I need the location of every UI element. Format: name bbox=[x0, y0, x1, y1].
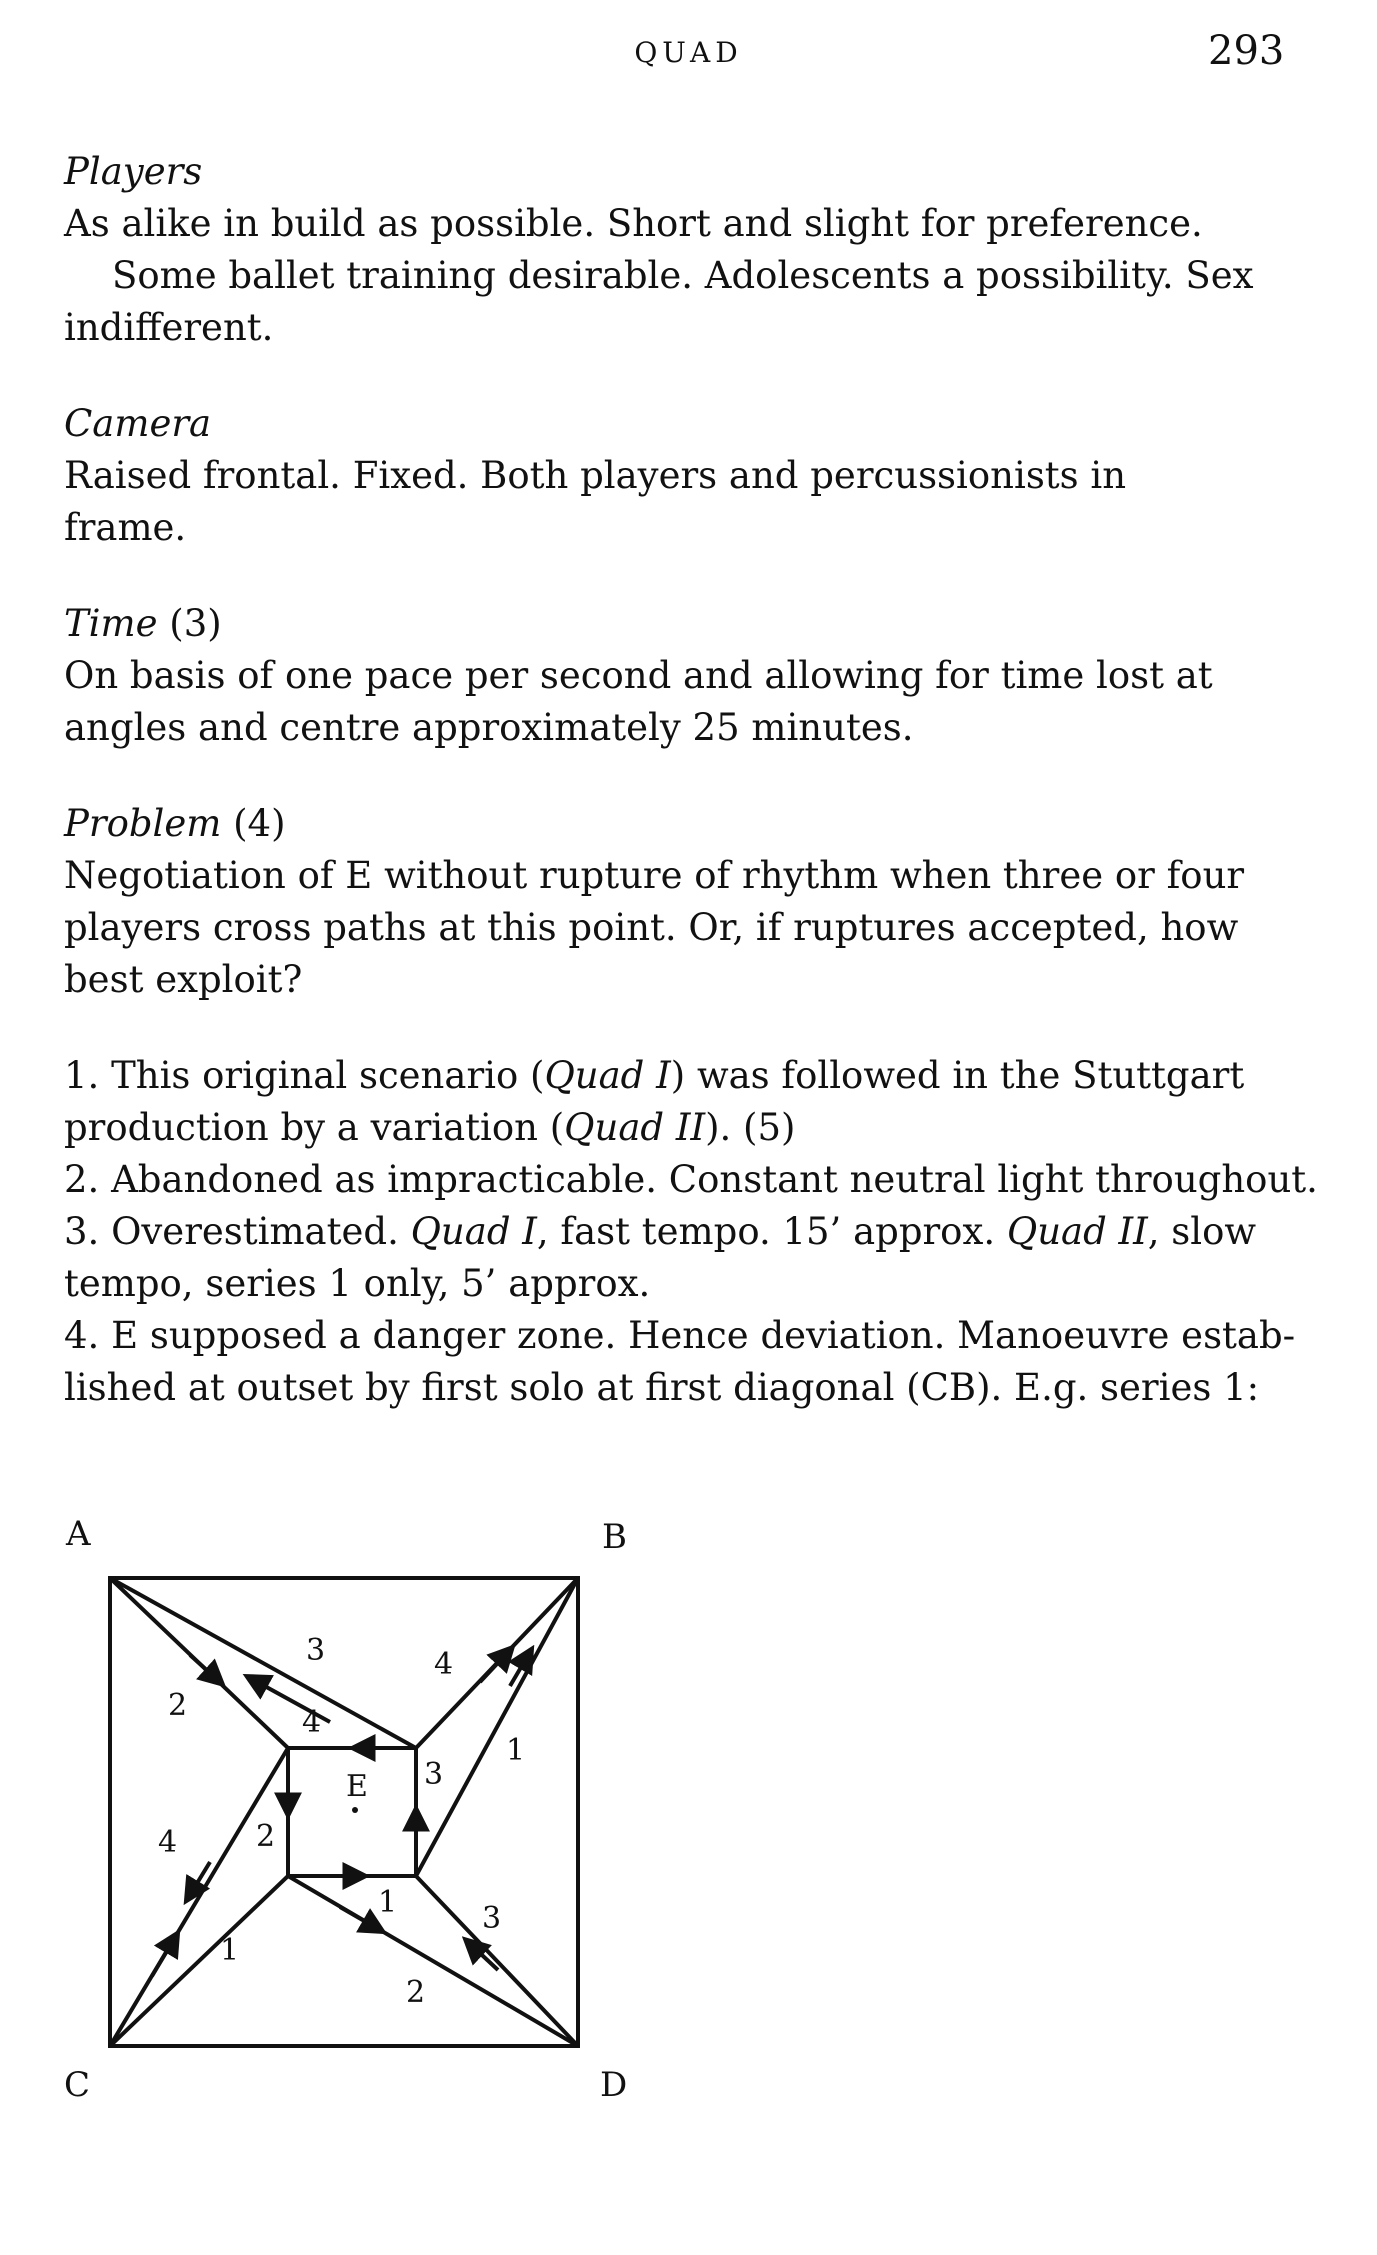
section-time bbox=[64, 598, 1334, 754]
inner-square bbox=[288, 1748, 416, 1876]
notes bbox=[64, 1050, 1334, 1414]
note-1-line-2 bbox=[64, 1102, 1334, 1154]
centre-label-e: E bbox=[346, 1769, 368, 1804]
time-line-1: On basis of one pace per second and allowing for time lost at bbox=[64, 654, 1213, 697]
heading-problem: Problem bbox=[64, 802, 222, 845]
diagonal-c-upper bbox=[110, 1748, 288, 2046]
arrow-d-in-icon bbox=[340, 1907, 380, 1930]
diagonal-d-upper bbox=[288, 1876, 578, 2046]
note-3-text-a: 3. Overestimated. bbox=[64, 1210, 411, 1253]
corner-label-b: B bbox=[602, 1517, 627, 1557]
players-line-1: As alike in build as possible. Short and slight for preference. bbox=[64, 202, 1203, 245]
note-1-text-c: production by a variation ( bbox=[64, 1106, 565, 1149]
note-3-line-1 bbox=[64, 1206, 1334, 1258]
arrow-b-in-icon bbox=[480, 1650, 510, 1682]
path-label-square-top: 4 bbox=[302, 1705, 322, 1740]
note-3-text-c: , slow bbox=[1147, 1210, 1257, 1253]
note-3-line-2: tempo, series 1 only, 5’ approx. bbox=[64, 1262, 651, 1305]
problem-line-3: best exploit? bbox=[64, 958, 303, 1001]
problem-note-ref: (4) bbox=[233, 802, 286, 845]
section-camera bbox=[64, 398, 1334, 554]
diagonal-b-lower bbox=[416, 1578, 578, 1876]
time-line-2: angles and centre approximately 25 minutes. bbox=[64, 706, 914, 749]
arrow-c-in-icon bbox=[152, 1936, 176, 1976]
diagram-lines bbox=[110, 1578, 578, 2046]
path-label-d-out: 3 bbox=[482, 1901, 502, 1936]
running-title: QUAD bbox=[634, 36, 743, 69]
note-1-text-b: ) was followed in the Stuttgart bbox=[670, 1054, 1245, 1097]
path-label-square-left: 2 bbox=[256, 1819, 276, 1854]
camera-line-1: Raised frontal. Fixed. Both players and percussionists in bbox=[64, 454, 1127, 497]
page-number: 293 bbox=[1208, 28, 1285, 74]
arrow-a-in-icon bbox=[190, 1655, 220, 1682]
heading-camera: Camera bbox=[64, 402, 212, 445]
players-line-3: indifferent. bbox=[64, 306, 274, 349]
note-3-title-quad-1: Quad I bbox=[410, 1210, 537, 1253]
direction-arrows bbox=[152, 1650, 530, 1976]
note-1-title-quad-1: Quad I bbox=[544, 1054, 671, 1097]
path-label-c-in: 1 bbox=[220, 1933, 240, 1968]
time-heading-line bbox=[64, 598, 1334, 650]
corner-label-c: C bbox=[64, 2065, 91, 2105]
arrow-c-out-icon bbox=[188, 1862, 210, 1898]
path-label-square-right: 3 bbox=[424, 1757, 444, 1792]
section-players bbox=[64, 146, 1334, 354]
heading-time: Time bbox=[64, 602, 158, 645]
section-problem bbox=[64, 798, 1334, 1006]
note-1-title-quad-2: Quad II bbox=[564, 1106, 706, 1149]
problem-line-2: players cross paths at this point. Or, if ruptures accepted, how bbox=[64, 906, 1239, 949]
path-label-c-out: 4 bbox=[158, 1825, 178, 1860]
corner-label-d: D bbox=[600, 2065, 628, 2105]
problem-line-1: Negotiation of E without rupture of rhythm when three or four bbox=[64, 854, 1245, 897]
outer-square bbox=[110, 1578, 578, 2046]
path-label-a-in: 2 bbox=[168, 1688, 188, 1723]
note-4-line-2: lished at outset by first solo at first diagonal (CB). E.g. series 1: bbox=[64, 1366, 1260, 1409]
note-3-text-b: , fast tempo. 15’ approx. bbox=[536, 1210, 1007, 1253]
note-1-text-a: 1. This original scenario ( bbox=[64, 1054, 545, 1097]
note-4-line-1: 4. E supposed a danger zone. Hence deviation. Manoeuvre estab- bbox=[64, 1314, 1296, 1357]
camera-line-2: frame. bbox=[64, 506, 187, 549]
centre-dot-icon bbox=[352, 1807, 358, 1813]
path-label-b-out: 1 bbox=[506, 1733, 526, 1768]
diagonal-c-lower bbox=[110, 1876, 288, 2046]
path-label-square-bottom: 1 bbox=[378, 1885, 398, 1920]
note-1-line-1 bbox=[64, 1050, 1334, 1102]
heading-players: Players bbox=[64, 150, 203, 193]
body-text bbox=[64, 146, 1334, 1414]
corner-label-a: A bbox=[66, 1514, 91, 1554]
time-note-ref: (3) bbox=[169, 602, 222, 645]
problem-heading-line bbox=[64, 798, 1334, 850]
note-3-title-quad-2: Quad II bbox=[1006, 1210, 1148, 1253]
note-1-text-d: ). (5) bbox=[705, 1106, 796, 1149]
path-label-d-in: 2 bbox=[406, 1975, 426, 2010]
note-2: 2. Abandoned as impracticable. Constant neutral light throughout. bbox=[64, 1158, 1318, 1201]
quad-diagram bbox=[40, 1500, 680, 2140]
path-label-b-in: 4 bbox=[434, 1647, 454, 1682]
path-label-a-out: 3 bbox=[306, 1633, 326, 1668]
players-line-2: Some ballet training desirable. Adolescents a possibility. Sex bbox=[112, 254, 1254, 297]
